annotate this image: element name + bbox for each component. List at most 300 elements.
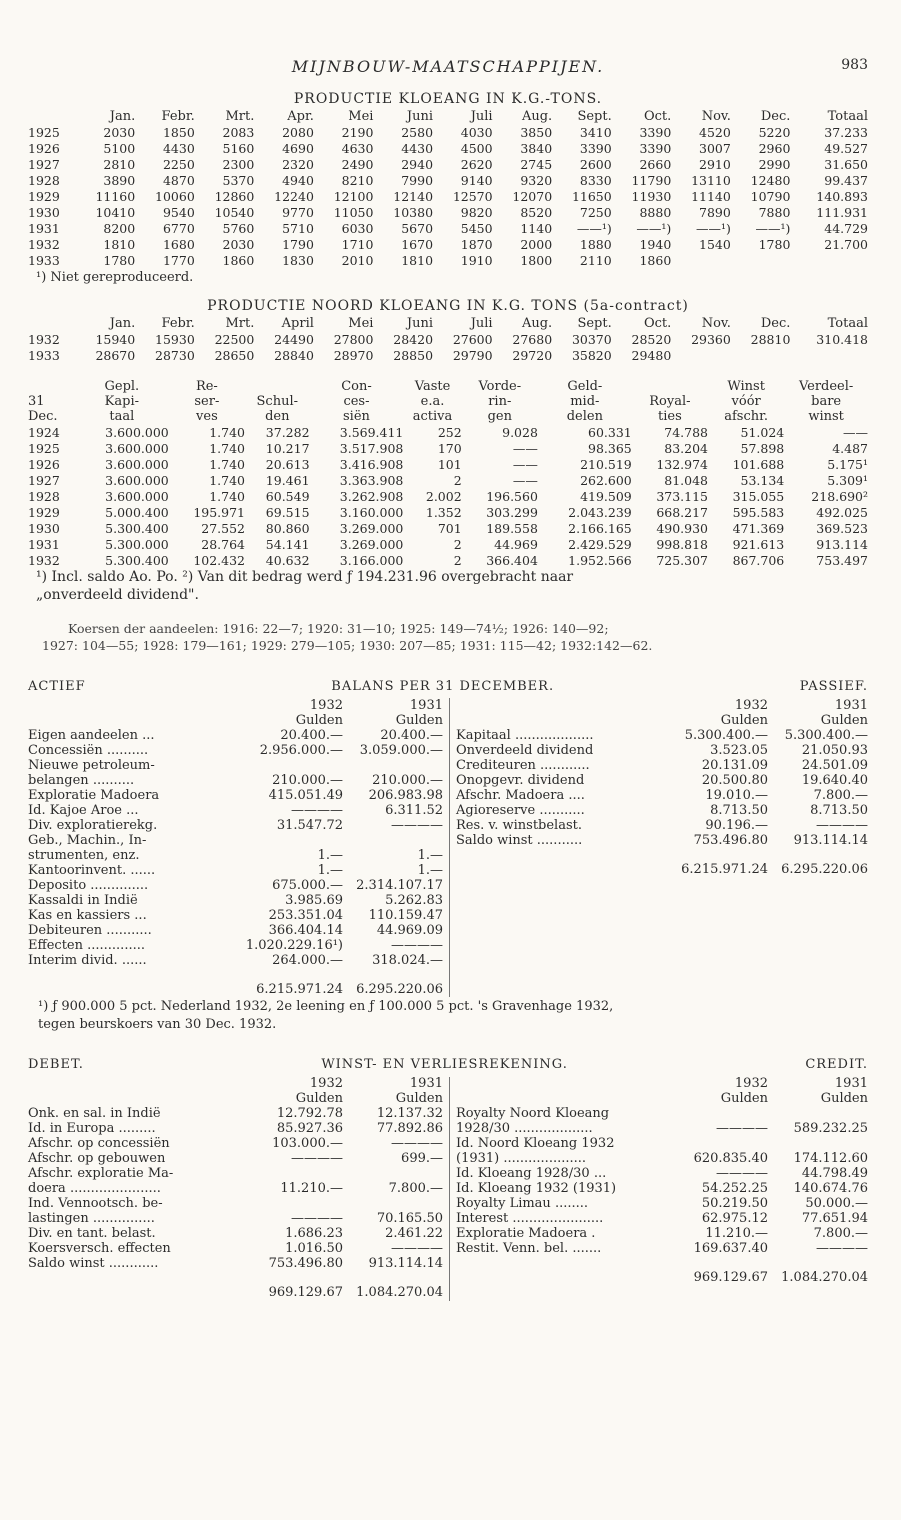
table-cell: 11160 xyxy=(95,188,136,204)
unit-header-row xyxy=(28,1092,443,1107)
production-table xyxy=(28,110,868,268)
account-label: belangen .......... xyxy=(28,772,135,788)
account-row xyxy=(28,1167,443,1182)
balans-header xyxy=(28,680,868,694)
account-value-1932: 90.196.— xyxy=(705,817,768,833)
account-value-1931: 20.400.— xyxy=(380,727,443,743)
account-value-1932: 253.351.04 xyxy=(268,907,343,923)
table-cell: 369.523 xyxy=(816,520,868,536)
account-value-1932 xyxy=(243,758,343,773)
account-row xyxy=(28,833,443,848)
table-cell: 3007 xyxy=(699,140,731,156)
account-value-1931: 77.892.86 xyxy=(376,1121,443,1137)
table-cell: 5160 xyxy=(222,140,255,156)
account-row xyxy=(456,1107,868,1122)
account-value-1932: 20.400.— xyxy=(280,727,343,743)
row-year: 1932 xyxy=(28,236,60,252)
account-value-1931: 210.000.— xyxy=(372,772,443,788)
table-cell: 21.700 xyxy=(824,236,868,252)
table-cell: 37.282 xyxy=(265,424,310,440)
table-cell: ——¹) xyxy=(695,220,731,236)
table-cell: 262.600 xyxy=(580,472,632,488)
account-value-1932: 62.975.12 xyxy=(701,1211,768,1227)
column-header: Aug. xyxy=(521,316,553,332)
account-value-1931: 21.050.93 xyxy=(801,742,868,758)
table-row xyxy=(28,157,868,173)
account-value-1932: 5.300.400.— xyxy=(684,727,768,743)
account-value-1931: 913.114.14 xyxy=(368,1256,443,1272)
table-cell: 1780 xyxy=(103,252,136,268)
table-cell: 10.217 xyxy=(265,440,310,456)
account-value-1931: 50.000.— xyxy=(805,1196,868,1212)
table-cell: 28850 xyxy=(393,347,434,363)
column-header: Juni xyxy=(406,316,434,332)
year-1931: 1931 xyxy=(834,1076,868,1092)
account-value-1932: 8.713.50 xyxy=(710,802,768,818)
actief-table xyxy=(28,698,443,997)
column-header: Juni xyxy=(406,109,434,125)
table-cell: 44.729 xyxy=(824,220,868,236)
table-cell: 1860 xyxy=(222,252,255,268)
table-row xyxy=(28,253,868,269)
column-header: Febr. xyxy=(161,109,195,125)
table-cell: 11790 xyxy=(631,172,672,188)
column-header-line: mid- xyxy=(570,393,600,409)
row-year: 1928 xyxy=(28,172,60,188)
column-header-line: Geld- xyxy=(567,378,603,394)
column-header-line: Winst xyxy=(727,378,765,394)
table-cell: 10380 xyxy=(393,204,434,220)
page-number: 983 xyxy=(841,57,868,73)
table-cell: 10790 xyxy=(750,188,791,204)
total-row xyxy=(28,968,443,997)
total-1932: 6.215.971.24 xyxy=(681,861,768,877)
table-cell: 81.048 xyxy=(664,472,709,488)
account-row xyxy=(456,803,868,818)
column-header: Jan. xyxy=(109,316,136,332)
account-row xyxy=(28,788,443,803)
table-cell: 2810 xyxy=(103,156,136,172)
table-cell: 2 xyxy=(453,472,462,488)
year-1932: 1932 xyxy=(734,697,768,713)
account-label: Afschr. op concessiën xyxy=(28,1136,170,1152)
account-value-1931: 7.800.— xyxy=(813,787,868,803)
account-value-1932: ———— xyxy=(291,1151,343,1167)
table-cell: 2910 xyxy=(699,156,731,172)
column-header: Aug. xyxy=(521,109,553,125)
account-label: Kapitaal ................... xyxy=(456,727,594,743)
account-value-1931: 7.800.— xyxy=(813,1226,868,1242)
account-value-1932: ———— xyxy=(716,1121,768,1137)
table-cell: 12570 xyxy=(452,188,493,204)
column-header: Nov. xyxy=(701,109,731,125)
table-cell xyxy=(790,348,868,364)
account-label: Interim divid. ...... xyxy=(28,952,147,968)
table-cell: 11930 xyxy=(631,188,672,204)
account-row xyxy=(28,1257,443,1272)
column-header xyxy=(784,380,868,425)
year-header-row xyxy=(28,1077,443,1092)
table-cell xyxy=(671,348,731,364)
table-row xyxy=(28,189,868,205)
table-cell: 170 xyxy=(437,440,462,456)
passief-table xyxy=(456,698,868,877)
column-header xyxy=(632,380,708,425)
account-value-1931: ———— xyxy=(816,817,868,833)
table-cell: 2030 xyxy=(222,236,255,252)
account-value-1931 xyxy=(343,833,443,848)
account-row xyxy=(28,893,443,908)
year-1931: 1931 xyxy=(409,1076,443,1092)
debet-table xyxy=(28,1077,443,1301)
column-header-line: gen xyxy=(487,408,512,424)
account-value-1931: 6.311.52 xyxy=(385,802,443,818)
table-cell: 1830 xyxy=(282,252,314,268)
table-cell: 5.000.400 xyxy=(105,504,169,520)
account-label: Eigen aandeelen ... xyxy=(28,727,155,743)
table-row xyxy=(28,520,868,536)
account-label: lastingen ............... xyxy=(28,1211,155,1227)
table-cell: 28670 xyxy=(95,347,136,363)
account-label: Id. Noord Kloeang 1932 xyxy=(456,1136,615,1152)
account-value-1931: 174.112.60 xyxy=(793,1151,868,1167)
account-row xyxy=(28,938,443,953)
table-cell: 921.613 xyxy=(732,536,785,552)
year-1931: 1931 xyxy=(834,697,868,713)
unit-label: Gulden xyxy=(395,712,443,728)
account-label: Koersversch. effecten xyxy=(28,1241,171,1257)
unit-label: Gulden xyxy=(820,1091,868,1107)
column-header: April xyxy=(281,316,314,332)
year-1932: 1932 xyxy=(309,697,343,713)
account-row xyxy=(28,1107,443,1122)
table-cell: 3410 xyxy=(579,124,612,140)
table-cell: 6030 xyxy=(341,220,374,236)
account-row xyxy=(456,1122,868,1137)
column-header xyxy=(75,380,169,425)
table-cell: ——¹) xyxy=(576,220,612,236)
account-value-1931 xyxy=(768,1137,868,1152)
table-cell: 28420 xyxy=(393,331,434,347)
account-value-1932: 264.000.— xyxy=(272,952,343,968)
table-cell: 2190 xyxy=(341,124,374,140)
unit-header-row xyxy=(456,713,868,728)
table-row xyxy=(28,488,868,504)
column-header-line: Gepl. xyxy=(104,378,140,394)
table-cell: 2580 xyxy=(401,124,434,140)
table-cell: 2.166.165 xyxy=(568,520,632,536)
financials-footnote-1: ¹) Incl. saldo Ao. Po. ²) Van dit bedrag werd ƒ 194.231.96 overgebracht naar xyxy=(36,569,574,586)
column-header: Oct. xyxy=(643,109,672,125)
table-cell: 69.515 xyxy=(265,504,310,520)
account-row xyxy=(456,728,868,743)
table-cell: 5.300.400 xyxy=(105,552,169,568)
table-cell: 252 xyxy=(437,424,462,440)
table-cell: 2080 xyxy=(282,124,314,140)
account-value-1931 xyxy=(343,758,443,773)
account-row xyxy=(456,1152,868,1167)
table-cell: 3.269.000 xyxy=(339,520,404,536)
table-row xyxy=(28,125,868,141)
account-label: Onverdeeld dividend xyxy=(456,742,594,758)
account-value-1931: 913.114.14 xyxy=(793,832,868,848)
table-cell: 98.365 xyxy=(588,440,632,456)
account-label: 1928/30 ................... xyxy=(456,1121,593,1137)
account-value-1931: ———— xyxy=(816,1241,868,1257)
account-label: Onk. en sal. in Indië xyxy=(28,1106,161,1122)
table-cell: 5370 xyxy=(222,172,255,188)
account-label: Onopgevr. dividend xyxy=(456,772,585,788)
row-year: 1931 xyxy=(28,220,60,236)
account-label: Royalty Limau ........ xyxy=(456,1196,588,1212)
account-value-1932: 20.131.09 xyxy=(701,757,768,773)
table-cell: 3.600.000 xyxy=(105,424,169,440)
table-row xyxy=(28,205,868,221)
table-row xyxy=(28,456,868,472)
column-header xyxy=(169,380,245,425)
table-cell: 2250 xyxy=(162,156,195,172)
row-year: 1929 xyxy=(28,188,60,204)
column-header: Mrt. xyxy=(225,316,255,332)
table-cell: 5.175¹ xyxy=(827,456,868,472)
account-value-1931: 589.232.25 xyxy=(793,1121,868,1137)
table-cell: 1940 xyxy=(639,236,672,252)
table-cell: 5760 xyxy=(222,220,255,236)
account-value-1931: 318.024.— xyxy=(372,952,443,968)
column-header: Dec. xyxy=(760,109,791,125)
table-cell: 3.600.000 xyxy=(105,488,169,504)
account-label: Debiteuren ........... xyxy=(28,922,152,938)
total-row xyxy=(456,848,868,877)
total-1932: 6.215.971.24 xyxy=(256,981,343,997)
table-cell xyxy=(731,253,791,269)
account-value-1932: 210.000.— xyxy=(272,772,343,788)
table-cell: 303.299 xyxy=(486,504,538,520)
account-value-1932: 366.404.14 xyxy=(268,922,343,938)
table-cell: 2960 xyxy=(758,140,791,156)
column-header: Totaal xyxy=(827,109,868,125)
actief-label: ACTIEF xyxy=(28,678,86,694)
production-north-table xyxy=(28,317,868,363)
account-row xyxy=(456,1167,868,1182)
table-cell: 9540 xyxy=(162,204,195,220)
account-row xyxy=(456,758,868,773)
column-header-line: ves xyxy=(196,408,218,424)
table-cell: 15940 xyxy=(95,331,136,347)
table-cell: 1670 xyxy=(401,236,434,252)
table-cell: 15930 xyxy=(155,331,195,347)
table-cell: 5670 xyxy=(401,220,434,236)
account-label: Deposito .............. xyxy=(28,877,149,893)
financials-table xyxy=(28,380,868,569)
row-year: 1924 xyxy=(28,424,60,440)
table-row xyxy=(28,536,868,552)
column-header: Mrt. xyxy=(225,109,255,125)
account-value-1932: 103.000.— xyxy=(272,1136,343,1152)
column-header: Apr. xyxy=(287,109,314,125)
account-value-1932: 3.523.05 xyxy=(710,742,768,758)
account-value-1932 xyxy=(668,1137,768,1152)
account-label: Concessiën .......... xyxy=(28,742,149,758)
account-row xyxy=(28,1197,443,1212)
table-cell: 3.600.000 xyxy=(105,440,169,456)
table-cell: 1850 xyxy=(162,124,195,140)
column-header xyxy=(403,380,461,425)
table-cell: 1810 xyxy=(103,236,136,252)
account-label: Nieuwe petroleum- xyxy=(28,757,155,773)
column-header-line: delen xyxy=(566,408,603,424)
table-cell: 44.969 xyxy=(494,536,538,552)
table-cell: —— xyxy=(512,472,538,488)
table-cell: 3.269.000 xyxy=(339,536,404,552)
table-row xyxy=(28,552,868,568)
account-row xyxy=(28,1152,443,1167)
table-cell: 101.688 xyxy=(732,456,785,472)
account-row xyxy=(28,878,443,893)
account-value-1932: 19.010.— xyxy=(705,787,768,803)
column-header xyxy=(708,380,784,425)
account-value-1932 xyxy=(243,1197,343,1212)
table-cell: 310.418 xyxy=(816,331,868,347)
table-cell: 4430 xyxy=(401,140,434,156)
table-cell: 22500 xyxy=(214,331,255,347)
column-header-line: Vorde- xyxy=(478,378,522,394)
account-value-1931: 140.674.76 xyxy=(793,1181,868,1197)
account-row xyxy=(28,848,443,863)
table-cell: 4940 xyxy=(282,172,314,188)
table-cell: 28650 xyxy=(214,347,255,363)
account-value-1931: 5.262.83 xyxy=(385,892,443,908)
account-row xyxy=(28,803,443,818)
table-cell: 196.560 xyxy=(486,488,538,504)
table-cell: 2940 xyxy=(401,156,434,172)
column-header-line: Con- xyxy=(341,378,372,394)
account-value-1931 xyxy=(343,1197,443,1212)
table-cell: 28.764 xyxy=(201,536,246,552)
table-cell: 3.600.000 xyxy=(105,472,169,488)
unit-label: Gulden xyxy=(820,712,868,728)
table-cell: 19.461 xyxy=(265,472,310,488)
account-row xyxy=(456,1182,868,1197)
table-cell: 7250 xyxy=(579,204,612,220)
row-year: 1933 xyxy=(28,252,60,268)
account-value-1931: 1.— xyxy=(417,847,443,863)
table-cell: 4520 xyxy=(699,124,731,140)
table-cell: ——¹) xyxy=(636,220,672,236)
account-label: strumenten, enz. xyxy=(28,847,140,863)
account-row xyxy=(456,773,868,788)
table-cell: 80.860 xyxy=(265,520,310,536)
balans-body xyxy=(28,698,868,997)
table-cell: 6770 xyxy=(162,220,195,236)
production-north-title: PRODUCTIE NOORD KLOEANG IN K.G. TONS (5a-contract) xyxy=(207,297,689,314)
table-cell: 2620 xyxy=(460,156,493,172)
table-cell: 1.740 xyxy=(209,488,246,504)
column-header: Mei xyxy=(348,109,374,125)
account-row xyxy=(28,728,443,743)
account-value-1932: 1.016.50 xyxy=(285,1241,343,1257)
account-value-1931: 206.983.98 xyxy=(368,787,443,803)
table-cell: 1770 xyxy=(162,252,195,268)
table-cell: 35820 xyxy=(571,347,612,363)
passief-label: PASSIEF. xyxy=(799,678,868,694)
unit-header-row xyxy=(456,1092,868,1107)
page xyxy=(28,58,868,1301)
table-cell: 3.166.000 xyxy=(339,552,404,568)
table-cell: —— xyxy=(512,456,538,472)
table-cell: 3.517.908 xyxy=(339,440,404,456)
table-cell: 37.233 xyxy=(824,124,868,140)
account-value-1931: ———— xyxy=(391,817,443,833)
year-header-row xyxy=(456,1077,868,1092)
account-label: Saldo winst ........... xyxy=(456,832,583,848)
row-year: 1925 xyxy=(28,124,60,140)
account-label: Afschr. exploratie Ma- xyxy=(28,1166,174,1182)
table-cell: 1810 xyxy=(401,252,434,268)
account-label: Kassaldi in Indië xyxy=(28,892,138,908)
table-cell: 867.706 xyxy=(732,552,785,568)
table-cell: 8200 xyxy=(103,220,136,236)
account-value-1932: 3.985.69 xyxy=(285,892,343,908)
row-year: 1927 xyxy=(28,156,60,172)
table-row xyxy=(28,348,868,364)
column-header-line: Kapi- xyxy=(104,393,140,409)
total-1931: 6.295.220.06 xyxy=(356,981,443,997)
table-cell: 1800 xyxy=(520,252,553,268)
account-value-1931: ———— xyxy=(391,1241,443,1257)
table-cell: 668.217 xyxy=(656,504,709,520)
account-value-1932: ———— xyxy=(291,1211,343,1227)
column-header-line: winst xyxy=(808,408,844,424)
table-cell: 2990 xyxy=(758,156,791,172)
account-label: Div. en tant. belast. xyxy=(28,1226,156,1242)
table-cell: 8210 xyxy=(341,172,374,188)
table-cell: 27.552 xyxy=(201,520,246,536)
table-cell: 210.519 xyxy=(580,456,632,472)
table-cell: 10540 xyxy=(214,204,255,220)
account-value-1931: 77.651.94 xyxy=(801,1211,868,1227)
account-value-1932 xyxy=(243,833,343,848)
production-footnote: ¹) Niet gereproduceerd. xyxy=(36,269,194,285)
total-1932: 969.129.67 xyxy=(693,1270,768,1286)
table-cell: 28840 xyxy=(274,347,314,363)
table-cell: 2 xyxy=(453,552,462,568)
table-cell: 5.309¹ xyxy=(827,472,868,488)
column-header-line: Re- xyxy=(195,378,218,394)
table-cell: 701 xyxy=(437,520,462,536)
table-cell: 3.363.908 xyxy=(339,472,404,488)
table-cell: 49.527 xyxy=(824,140,868,156)
table-cell: 998.818 xyxy=(656,536,709,552)
account-value-1931: 44.798.49 xyxy=(801,1166,868,1182)
table-cell: 9770 xyxy=(282,204,314,220)
unit-label: Gulden xyxy=(720,712,768,728)
unit-label: Gulden xyxy=(295,712,343,728)
table-cell: 60.331 xyxy=(588,424,632,440)
account-label: Id. in Europa ......... xyxy=(28,1121,156,1137)
row-year: 1925 xyxy=(28,440,60,456)
column-header-line: afschr. xyxy=(724,408,769,424)
account-value-1932: 415.051.49 xyxy=(268,787,343,803)
account-row xyxy=(28,863,443,878)
column-header xyxy=(28,110,76,124)
column-header-line: e.a. xyxy=(420,393,445,409)
table-cell: 4870 xyxy=(162,172,195,188)
account-label: Agioreserve ........... xyxy=(456,802,585,818)
table-cell: 5710 xyxy=(282,220,314,236)
account-value-1932: 675.000.— xyxy=(272,877,343,893)
table-cell: 9820 xyxy=(460,204,493,220)
